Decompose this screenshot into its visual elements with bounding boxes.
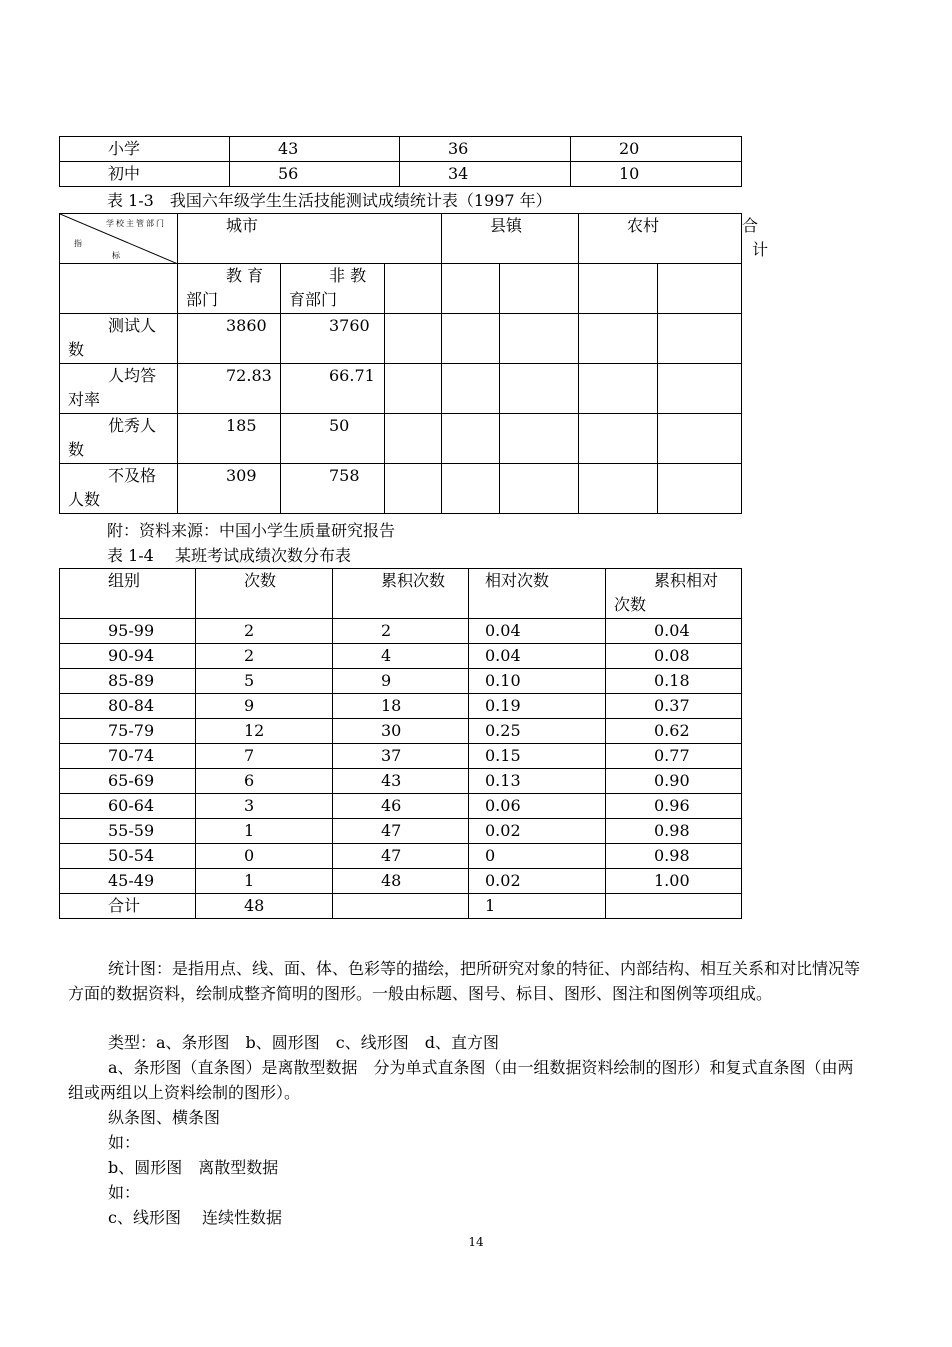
- table-cell: 2: [196, 644, 333, 669]
- paragraph: 类型：a、条形图 b、圆形图 c、线形图 d、直方图: [108, 1033, 499, 1052]
- table-cell: [333, 894, 469, 919]
- paragraph: c、线形图 连续性数据: [108, 1208, 283, 1227]
- table-cell: 9: [196, 694, 333, 719]
- table-cell: 2: [333, 619, 469, 644]
- table-cell: 85-89: [60, 669, 196, 694]
- table-cell: 0.90: [606, 769, 742, 794]
- top-table: [59, 136, 742, 187]
- table-cell: 20: [571, 137, 742, 162]
- table-cell: 95-99: [60, 619, 196, 644]
- corner-cell: [60, 214, 178, 264]
- table-cell: 3: [196, 794, 333, 819]
- table-row: [60, 137, 742, 162]
- table-cell: 60-64: [60, 794, 196, 819]
- table-row: [60, 894, 742, 919]
- table-cell: 75-79: [60, 719, 196, 744]
- row-label-a: 人均答: [108, 366, 157, 385]
- table-cell: 4: [333, 644, 469, 669]
- table-cell: 66.71: [281, 364, 385, 414]
- table-cell: 56: [230, 162, 400, 187]
- table-cell: 18: [333, 694, 469, 719]
- table-cell: [385, 314, 442, 364]
- subheader-nonedu: [281, 264, 385, 314]
- paragraph: 纵条图、横条图: [108, 1108, 221, 1127]
- paragraph: 如：: [108, 1183, 141, 1202]
- table-cell: 90-94: [60, 644, 196, 669]
- table-cell: 0.04: [469, 619, 606, 644]
- table-cell: [500, 314, 579, 364]
- table-cell: 43: [230, 137, 400, 162]
- table-cell: [658, 364, 742, 414]
- table-cell: 初中: [60, 162, 230, 187]
- row-label-b: 数: [68, 340, 85, 359]
- header-county: 县镇: [442, 214, 579, 264]
- table-cell: 0.06: [469, 794, 606, 819]
- table-cell: [500, 414, 579, 464]
- row-label-a: 测试人: [108, 316, 157, 335]
- table-cell: [658, 264, 742, 314]
- table-cell: 0.04: [469, 644, 606, 669]
- table-cell: 50-54: [60, 844, 196, 869]
- table-cell: [579, 264, 658, 314]
- table-cell: 0.62: [606, 719, 742, 744]
- paragraph: 如：: [108, 1133, 141, 1152]
- header-cum-relative-a: 累积相对: [654, 571, 719, 590]
- subheader-nonedu-b: 育部门: [289, 290, 338, 309]
- table-cell: 0.15: [469, 744, 606, 769]
- row-label: [60, 414, 178, 464]
- table-cell: 46: [333, 794, 469, 819]
- table-cell: 47: [333, 844, 469, 869]
- header-group: 组别: [60, 569, 196, 619]
- table-cell: [579, 464, 658, 514]
- table-cell: 45-49: [60, 869, 196, 894]
- table-cell: 34: [400, 162, 571, 187]
- table-row: [60, 669, 742, 694]
- table-cell: [442, 364, 500, 414]
- subheader-edu: [178, 264, 281, 314]
- header-city: 城市: [178, 214, 442, 264]
- row-label-b: 人数: [68, 490, 101, 509]
- table-cell: 小学: [60, 137, 230, 162]
- table-cell: 3760: [281, 314, 385, 364]
- table-cell: 0.96: [606, 794, 742, 819]
- table-row: [60, 162, 742, 187]
- row-label: [60, 464, 178, 514]
- row-label-b: 数: [68, 440, 85, 459]
- table-row: [60, 744, 742, 769]
- table-1-4-caption: 表 1-4 某班考试成绩次数分布表: [107, 546, 351, 565]
- table-row: [60, 794, 742, 819]
- table-1-3-caption: 表 1-3 我国六年级学生生活技能测试成绩统计表（1997 年）: [107, 191, 552, 210]
- paragraph: 统计图：是指用点、线、面、体、色彩等的描绘，把所研究对象的特征、内部结构、相互关系和对比情况等方面的数据资料，绘制成整齐简明的图形。一般由标题、图号、标目、图形、图注和图例等项组成。: [68, 959, 861, 1003]
- table-cell: 0.19: [469, 694, 606, 719]
- table-cell: 758: [281, 464, 385, 514]
- table-row: [60, 314, 742, 364]
- table-cell: 1: [196, 819, 333, 844]
- table-cell: [385, 464, 442, 514]
- paragraph: b、圆形图 离散型数据: [108, 1158, 279, 1177]
- table-cell: 0.37: [606, 694, 742, 719]
- table-cell: 185: [178, 414, 281, 464]
- row-label-b: 对率: [68, 390, 101, 409]
- table-cell: 6: [196, 769, 333, 794]
- table-cell: 9: [333, 669, 469, 694]
- table-row: [60, 364, 742, 414]
- subheader-edu-b: 部门: [186, 290, 219, 309]
- table-cell: 1: [196, 869, 333, 894]
- table-cell: [579, 314, 658, 364]
- table-cell: [442, 414, 500, 464]
- table-row: [60, 819, 742, 844]
- table-cell: [385, 364, 442, 414]
- table-cell: [442, 464, 500, 514]
- subheader-nonedu-a: 非 教: [329, 266, 367, 285]
- table-cell: 0.77: [606, 744, 742, 769]
- table-1-3: [59, 213, 769, 514]
- table-row: [60, 214, 742, 264]
- table-row: [60, 644, 742, 669]
- subheader-edu-a: 教 育: [226, 266, 264, 285]
- table-cell: [658, 314, 742, 364]
- header-cumulative: 累积次数: [333, 569, 469, 619]
- table-cell: 70-74: [60, 744, 196, 769]
- header-relative: 相对次数: [469, 569, 606, 619]
- header-cum-relative: [606, 569, 742, 619]
- corner-left-label: 标: [112, 251, 120, 260]
- table-cell: [500, 264, 579, 314]
- page-number: 14: [468, 1235, 484, 1249]
- table-cell: 0: [469, 844, 606, 869]
- table-cell: 0.98: [606, 819, 742, 844]
- table-cell: [579, 364, 658, 414]
- table-cell: 12: [196, 719, 333, 744]
- table-cell: 72.83: [178, 364, 281, 414]
- paragraph: a、条形图（直条图）是离散型数据 分为单式直条图（由一组数据资料绘制的图形）和复式直条图（由两组或两组以上资料绘制的图形）。: [68, 1058, 854, 1102]
- corner-top-label: 学校主管部门: [106, 219, 166, 228]
- corner-left-label: 指: [74, 239, 82, 248]
- table-cell: 43: [333, 769, 469, 794]
- table-cell: 0: [196, 844, 333, 869]
- row-label-a: 不及格: [108, 466, 157, 485]
- table-cell: 47: [333, 819, 469, 844]
- table-cell: 合计: [60, 894, 196, 919]
- table-row: [60, 869, 742, 894]
- header-total-b: 计: [752, 240, 769, 259]
- table-cell: 36: [400, 137, 571, 162]
- table-cell: 7: [196, 744, 333, 769]
- table-row: [60, 719, 742, 744]
- table-cell: [658, 464, 742, 514]
- table-cell: 1.00: [606, 869, 742, 894]
- table-cell: 65-69: [60, 769, 196, 794]
- table-header-row: [60, 569, 742, 619]
- table-row: [60, 464, 742, 514]
- table-cell: 0.04: [606, 619, 742, 644]
- table-row: [60, 414, 742, 464]
- header-rural: 农村: [579, 214, 742, 264]
- row-label: [60, 364, 178, 414]
- table-cell: 50: [281, 414, 385, 464]
- table-row: [60, 694, 742, 719]
- table-cell: 0.08: [606, 644, 742, 669]
- table-cell: [500, 464, 579, 514]
- header-cum-relative-b: 次数: [614, 595, 647, 614]
- table-cell: 0.25: [469, 719, 606, 744]
- table-cell: [500, 364, 579, 414]
- table-cell: [442, 314, 500, 364]
- table-cell: 37: [333, 744, 469, 769]
- table-cell: 0.02: [469, 819, 606, 844]
- table-cell: [385, 414, 442, 464]
- table-cell: [606, 894, 742, 919]
- table-row: [60, 264, 742, 314]
- table-1-4: [59, 568, 742, 919]
- header-count: 次数: [196, 569, 333, 619]
- table-cell: 48: [333, 869, 469, 894]
- table-cell: 0.13: [469, 769, 606, 794]
- header-total-a: 合: [742, 216, 759, 235]
- table-cell: [579, 414, 658, 464]
- table-cell: 3860: [178, 314, 281, 364]
- table-cell: 0.98: [606, 844, 742, 869]
- table-cell: 309: [178, 464, 281, 514]
- table-cell: [442, 264, 500, 314]
- table-cell: 5: [196, 669, 333, 694]
- table-cell: 30: [333, 719, 469, 744]
- table-cell: 0.18: [606, 669, 742, 694]
- table-cell: 2: [196, 619, 333, 644]
- row-label-a: 优秀人: [108, 416, 157, 435]
- table-1-3-note: 附：资料来源：中国小学生质量研究报告: [107, 521, 396, 540]
- table-row: [60, 619, 742, 644]
- table-cell: 1: [469, 894, 606, 919]
- table-cell: 0.02: [469, 869, 606, 894]
- table-cell: 10: [571, 162, 742, 187]
- row-label: [60, 314, 178, 364]
- table-cell: 55-59: [60, 819, 196, 844]
- table-row: [60, 769, 742, 794]
- table-cell: 48: [196, 894, 333, 919]
- table-cell: [60, 264, 178, 314]
- table-cell: [658, 414, 742, 464]
- table-row: [60, 844, 742, 869]
- table-cell: 80-84: [60, 694, 196, 719]
- table-cell: 0.10: [469, 669, 606, 694]
- table-cell: [385, 264, 442, 314]
